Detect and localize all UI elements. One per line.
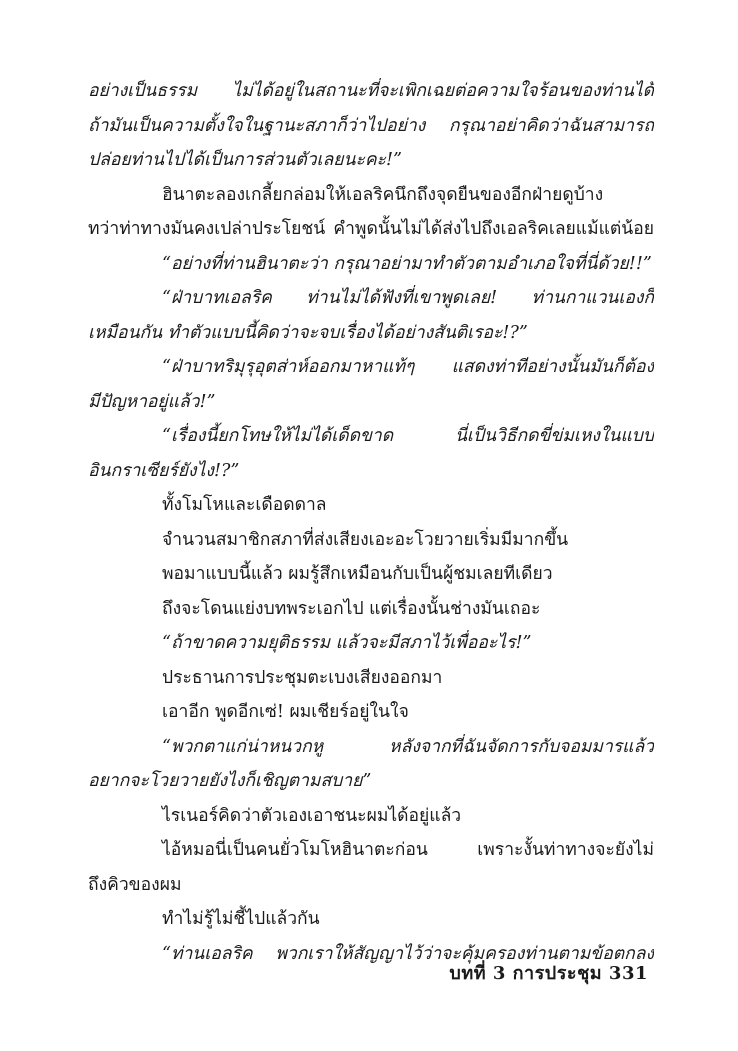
text-line: ฮินาตะลองเกลี้ยกล่อมให้เอลริคนึกถึงจุดยืนของอีกฝ่ายดูบ้าง — [162, 184, 604, 205]
text-line: ถึงคิวของผม — [88, 874, 182, 895]
text-line: ถ้ามันเป็นความตั้งใจในฐานะสภาก็ว่าไปอย่าง กรุณาอย่าคิดว่าฉันสามารถ — [88, 115, 654, 136]
text-line: มีปัญหาอยู่แล้ว!” — [88, 391, 216, 412]
text-line: “อย่างที่ท่านฮินาตะว่า กรุณาอย่ามาทำตัวตามอำเภอใจที่นี่ด้วย!!” — [162, 253, 652, 274]
text-line: ปล่อยท่านไปได้เป็นการส่วนตัวเลยนะคะ!” — [88, 150, 402, 170]
text-line: “ฝ่าบาทเอลริค ท่านไม่ได้ฟังที่เขาพูดเลย! ท่านกาแวนเองก็ — [162, 288, 654, 308]
text-line: “ถ้าขาดความยุติธรรม แล้วจะมีสภาไว้เพื่ออะไร!” — [162, 633, 532, 653]
text-line: จำนวนสมาชิกสภาที่ส่งเสียงเอะอะโวยวายเริ่มมีมากขึ้น — [162, 529, 569, 550]
text-line: ไรเนอร์คิดว่าตัวเองเอาชนะผมได้อยู่แล้ว — [162, 805, 462, 826]
body-text — [88, 74, 654, 971]
text-line: อย่างเป็นธรรม ไม่ได้อยู่ในสถานะที่จะเพิกเฉยต่อความใจร้อนของท่านได้ — [88, 81, 654, 101]
text-line: พอมาแบบนี้แล้ว ผมรู้สึกเหมือนกับเป็นผู้ชมเลยทีเดียว — [162, 564, 553, 584]
text-line: “เรื่องนี้ยกโทษให้ไม่ได้เด็ดขาด นี่เป็นวิธีกดขี่ข่มเหงในแบบ — [162, 426, 654, 446]
text-line: “พวกตาแก่น่าหนวกหู หลังจากที่ฉันจัดการกับจอมมารแล้ว — [162, 736, 654, 757]
text-line: ไอ้หมอนี่เป็นคนยั่วโมโหฮินาตะก่อน เพราะงั้นท่าทางจะยังไม่ — [162, 840, 654, 860]
running-footer: บทที่ 3 การประชุม 331 — [449, 963, 648, 984]
text-line: อยากจะโวยวายยังไงก็เชิญตามสบาย” — [88, 771, 372, 791]
text-line: เหมือนกัน ทำตัวแบบนี้คิดว่าจะจบเรื่องได้อย่างสันติเรอะ!?” — [88, 322, 528, 343]
text-line: ทำไม่รู้ไม่ชี้ไปแล้วกัน — [162, 909, 320, 929]
text-line: ทว่าท่าทางมันคงเปล่าประโยชน์ คำพูดนั้นไม่ได้ส่งไปถึงเอลริคเลยแม้แต่น้อย — [88, 219, 654, 239]
text-line: ถึงจะโดนแย่งบทพระเอกไป แต่เรื่องนั้นช่างมันเถอะ — [162, 598, 541, 619]
text-line: “ท่านเอลริค พวกเราให้สัญญาไว้ว่าจะคุ้มครองท่านตามข้อตกลง — [162, 943, 654, 964]
text-line: ประธานการประชุมตะเบงเสียงออกมา — [162, 667, 443, 688]
text-line: “ฝ่าบาทริมุรุอุตส่าห์ออกมาหาแท้ๆ แสดงท่าทีอย่างนั้นมันก็ต้อง — [162, 357, 654, 377]
text-line: ทั้งโมโหและเดือดดาล — [162, 495, 327, 515]
text-line: เอาอีก พูดอีกเซ่! ผมเชียร์อยู่ในใจ — [162, 702, 409, 722]
text-line: อินกราเซียร์ยังไง!?” — [88, 460, 240, 481]
